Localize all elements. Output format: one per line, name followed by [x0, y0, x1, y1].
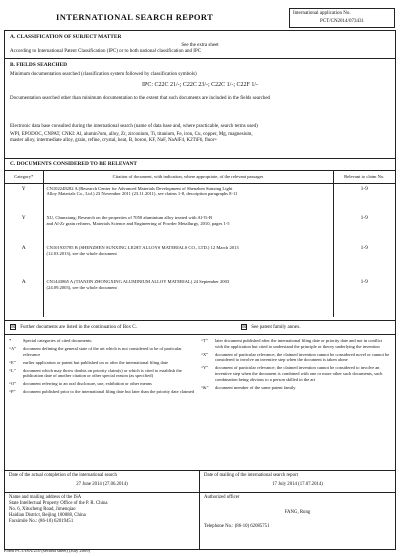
- col-relevant: Relevant to claim No.: [333, 171, 395, 183]
- category-key: “&”: [201, 384, 209, 390]
- citation-categories: [5, 335, 395, 471]
- form-footer: Form PCT/ISA/210 (second sheet) (July 2009): [4, 548, 91, 553]
- section-classification: [5, 31, 395, 59]
- report-title: INTERNATIONAL SEARCH REPORT: [56, 12, 214, 22]
- further-documents-row: [5, 321, 395, 335]
- authority-row: [5, 493, 395, 549]
- row-relevant: 1-9: [360, 279, 368, 285]
- mailing-cell: [200, 471, 395, 492]
- citation-line: XU, Chunxiang; Research on the properties of 7050 aluminium alloy treated with Al-Ti-B: [46, 215, 213, 220]
- table-row: [5, 277, 395, 317]
- col-category: Category*: [5, 171, 43, 183]
- citation-line: (12.03.2013), see the whole document: [46, 250, 117, 256]
- application-number-label: International application No.: [293, 11, 351, 16]
- row-relevant: 1-9: [360, 215, 368, 221]
- row-relevant: 1-9: [360, 185, 368, 192]
- isa-facsimile: Facsimile No.: (86-10) 62019451: [9, 518, 74, 524]
- category-item: [201, 338, 391, 349]
- category-item: [9, 346, 199, 357]
- row-citation: [43, 277, 333, 317]
- category-item: [9, 360, 199, 366]
- application-number: PCT/CN2014/073431: [320, 19, 364, 25]
- citations-table: [5, 171, 395, 317]
- category-item: [201, 365, 391, 382]
- report-header: [4, 8, 396, 28]
- isa-line-3: Haidian District, Beijing 100088, China: [9, 512, 86, 518]
- application-number-box: [289, 8, 395, 28]
- officer-telephone: Telephone No.: (86-10) 62085751: [204, 523, 270, 529]
- category-text: document of particular relevance; the claimed invention cannot be considered to involve an inventive step when the document is combined with one or more other such documents, such combination being obvious to a person skilled in the art: [215, 365, 383, 382]
- categories-right: [201, 338, 391, 393]
- completion-cell: [5, 471, 200, 492]
- row-citation: [43, 243, 333, 277]
- row-category: A: [5, 243, 43, 277]
- category-text: earlier application or patent but published on or after the international filing date: [23, 359, 168, 365]
- extra-sheet-note: See the extra sheet: [181, 42, 219, 48]
- database-label: Electronic data base consulted during the international search (name of data base and, where practicable, search terms used): [10, 123, 258, 129]
- citation-line: CN1443865 A (TIANJIN ZHONGXING ALUMINIUM ALLOY MATERIAL) 24 September 2003: [46, 279, 230, 284]
- citations-table-wrap: [5, 171, 395, 321]
- category-item: [201, 352, 391, 363]
- isa-line-1: State Intellectual Property Office of the P. R. China: [9, 500, 108, 506]
- officer-cell: [200, 493, 395, 549]
- category-key: “X”: [201, 351, 209, 357]
- isa-line-2: No. 6, Xitucheng Road, Jimenqiao: [9, 506, 76, 512]
- category-item: [9, 381, 199, 387]
- category-text: document of particular relevance; the claimed invention cannot be considered novel or cannot be considered to involve an inventive step when the document is taken alone: [215, 351, 390, 363]
- category-text: document member of the same patent family: [215, 384, 296, 390]
- patent-family-text: See patent family annex.: [251, 325, 301, 331]
- category-text: later document published after the international filing date or priority date and not in conflict with the application but cited to understand the principle or theory underlying the invention: [215, 338, 382, 349]
- table-row: [5, 243, 395, 277]
- dates-row: [5, 471, 395, 493]
- section-a-title: A. CLASSIFICATION OF SUBJECT MATTER: [10, 34, 122, 40]
- completion-date: 27 June 2014 (27.06.2014): [76, 481, 128, 487]
- section-c-title: C. DOCUMENTS CONSIDERED TO BE RELEVANT: [10, 161, 138, 167]
- section-documents-title: [5, 159, 395, 171]
- min-doc-label: Minimum documentation searched (classification system followed by classification symbols): [10, 71, 197, 77]
- report-frame: [4, 30, 396, 550]
- category-text: document published prior to the international filing date but later than the priority date claimed: [23, 389, 194, 395]
- database-terms-2: master alloy, intermediate alloy, grain, refine, crystal, heat, B, boron, KF, NaF, NaAlF4, K2TiF6, fluor+: [10, 138, 218, 144]
- min-doc-value: IPC: C22C 21/-; C22C 23/-; C22C 1/-; C22F 1/-: [141, 82, 258, 88]
- category-text: Special categories of cited documents:: [23, 338, 93, 343]
- row-category: A: [5, 277, 43, 317]
- mailing-date: 17 July 2014 (17.07.2014): [272, 481, 323, 487]
- category-key: “T”: [201, 338, 208, 343]
- citation-line: (24.09.2003), see the whole document: [46, 284, 117, 290]
- category-key: “L”: [9, 367, 16, 373]
- category-key: “E”: [9, 359, 16, 365]
- section-b-title: B. FIELDS SEARCHED: [10, 62, 68, 68]
- category-item: [201, 385, 391, 391]
- category-key: “O”: [9, 381, 17, 387]
- officer-name: FANG, Rong: [284, 509, 311, 515]
- patent-family-checkbox: ☒: [242, 325, 247, 330]
- category-key: “Y”: [201, 365, 209, 371]
- category-key: “P”: [9, 389, 16, 395]
- citation-line: CN101935785 B (SHENZHEN SUNXING LIGHT ALLOYS MATERIALS CO., LTD.) 12 March 2013: [46, 245, 239, 250]
- officer-label: Authorized officer: [204, 495, 240, 500]
- further-docs-text: Further documents are listed in the continuation of Box C.: [20, 325, 137, 331]
- citation-line: and Al-Zr grain refiners, Materials Science and Engineering of Powder Metallurgy, 2010, pages 1-5: [46, 220, 230, 226]
- section-fields-searched: [5, 59, 395, 159]
- further-docs-checkbox: ☒: [11, 325, 16, 330]
- table-row: [5, 183, 395, 213]
- isa-address-cell: [5, 493, 200, 549]
- row-citation: [43, 213, 333, 243]
- ipc-statement: According to International Patent Classification (IPC) or to both national classification and IPC: [10, 49, 202, 54]
- category-key: “A”: [9, 346, 17, 352]
- completion-label: Date of the actual completion of the international search: [9, 473, 117, 478]
- row-citation: [43, 183, 333, 213]
- category-item: [9, 338, 199, 344]
- database-terms-1: WPI, EPODOC, CNPAT, CNKI: Al, alumin?um, alloy, Zr, zirconium, Ti, titanium, Fe, iron, Cu, copper, Mg, magnesium,: [10, 132, 253, 137]
- row-category: Y: [5, 183, 43, 213]
- isa-label: Name and mailing address of the ISA: [9, 495, 82, 500]
- mailing-label: Date of mailing of the international search report: [204, 473, 298, 478]
- category-item: [9, 368, 199, 379]
- category-text: document referring to an oral disclosure, use, exhibition or other means: [23, 381, 152, 387]
- category-key: *: [9, 338, 12, 343]
- citation-line: Alloy Materials Co., Ltd.) 23 November 2011 (23.11.2011), see claims 1-8, description paragraphs 8-11: [46, 191, 238, 197]
- categories-left: [9, 338, 199, 397]
- category-text: document which may throw doubts on priority claim(s) or which is cited to establish the publication date of another citation or other special reason (as specified): [23, 367, 182, 379]
- table-row: [5, 213, 395, 243]
- row-relevant: 1-9: [360, 245, 368, 251]
- col-citation: Citation of document, with indication, where appropriate, of the relevant passages: [43, 171, 333, 183]
- category-item: [9, 389, 199, 395]
- citation-line: CN102248282 A (Research Center for Advanced Materials Development of Shenzhen Sunxing Light: [46, 185, 233, 191]
- other-doc-label: Documentation searched other than minimum documentation to the extent that such documents are included in the fields searched: [10, 95, 271, 101]
- category-text: document defining the general state of the art which is not considered to be of particular relevance: [23, 346, 182, 357]
- row-category: Y: [5, 213, 43, 243]
